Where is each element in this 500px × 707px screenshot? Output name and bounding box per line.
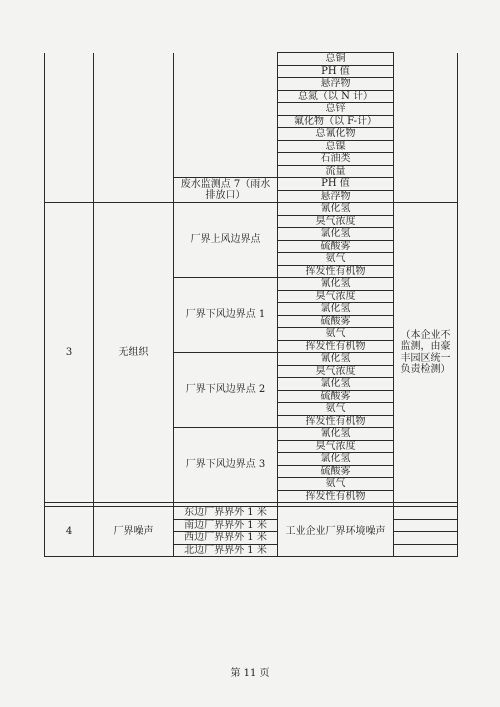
item-cell: 臭气浓度: [278, 215, 394, 228]
remark-cell: [394, 507, 458, 520]
item-cell: 氰化氢: [278, 353, 394, 366]
item-cell: 臭气浓度: [278, 290, 394, 303]
remark-cell: [394, 532, 458, 545]
monitoring-table: [44, 52, 458, 557]
remark-cell: （本企业不监测，由豪丰园区统一负责检测）: [394, 203, 458, 503]
item-cell: 挥发性有机物: [278, 490, 394, 503]
item-cell: 挥发性有机物: [278, 265, 394, 278]
item-cell: 臭气浓度: [278, 365, 394, 378]
location-cell: 东边厂界界外 1 米: [174, 507, 278, 520]
item-cell: 总锌: [278, 103, 394, 116]
item-cell: 总铜: [278, 53, 394, 66]
item-cell: 氟化物（以 F-计）: [278, 115, 394, 128]
serial-cell: [45, 53, 94, 203]
item-cell: 流量: [278, 165, 394, 178]
location-cell: 厂界下风边界点 1: [174, 278, 278, 353]
item-cell: 挥发性有机物: [278, 415, 394, 428]
item-cell: 氰化氢: [278, 203, 394, 216]
item-cell: 氯化氢: [278, 453, 394, 466]
item-cell: 硫酸雾: [278, 240, 394, 253]
item-cell: 总镍: [278, 140, 394, 153]
item-cell: 硫酸雾: [278, 390, 394, 403]
location-cell: 北边厂界界外 1 米: [174, 544, 278, 557]
page-number: 第 11 页: [230, 668, 270, 679]
item-cell: 氨气: [278, 328, 394, 341]
item-cell: 挥发性有机物: [278, 340, 394, 353]
item-cell: 氯化氢: [278, 228, 394, 241]
item-cell: 悬浮物: [278, 190, 394, 203]
location-cell: 厂界下风边界点 2: [174, 353, 278, 428]
location-cell: 厂界上风边界点: [174, 203, 278, 278]
serial-cell: 3: [45, 203, 94, 503]
table-row: [45, 203, 458, 216]
category-cell: 无组织: [94, 203, 174, 503]
item-cell: 硫酸雾: [278, 465, 394, 478]
item-cell: 氰化氢: [278, 428, 394, 441]
item-cell: 总氮（以 N 计）: [278, 90, 394, 103]
category-cell: 厂界噪声: [94, 507, 174, 557]
item-cell: 氨气: [278, 478, 394, 491]
item-cell: 氯化氢: [278, 303, 394, 316]
location-cell: 南边厂界界外 1 米: [174, 519, 278, 532]
remark-cell: [394, 53, 458, 203]
category-cell: [94, 53, 174, 203]
item-cell: 氰化氢: [278, 278, 394, 291]
table-row: [45, 53, 458, 66]
location-cell: 厂界下风边界点 3: [174, 428, 278, 503]
remark-cell: [394, 544, 458, 557]
item-cell: PH 值: [278, 178, 394, 191]
item-cell: 臭气浓度: [278, 440, 394, 453]
item-cell: 氯化氢: [278, 378, 394, 391]
location-cell: 西边厂界界外 1 米: [174, 532, 278, 545]
remark-cell: [394, 519, 458, 532]
item-cell: 总氰化物: [278, 128, 394, 141]
item-cell: 氨气: [278, 403, 394, 416]
item-cell: 工业企业厂界环境噪声: [278, 507, 394, 557]
location-cell: [174, 53, 278, 178]
item-cell: 硫酸雾: [278, 315, 394, 328]
item-cell: 石油类: [278, 153, 394, 166]
location-cell: 废水监测点 7（雨水排放口）: [174, 178, 278, 203]
item-cell: PH 值: [278, 65, 394, 78]
item-cell: 悬浮物: [278, 78, 394, 91]
table-row: [45, 507, 458, 520]
serial-cell: 4: [45, 507, 94, 557]
item-cell: 氨气: [278, 253, 394, 266]
